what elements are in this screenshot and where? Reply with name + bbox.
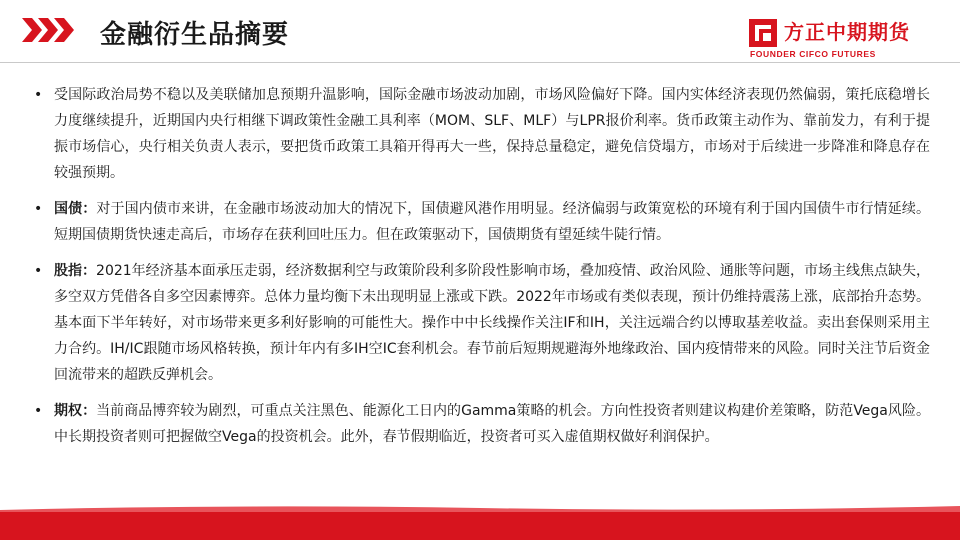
summary-list	[30, 82, 930, 460]
founder-logo-icon	[748, 18, 778, 48]
bullet-icon: •	[34, 87, 43, 103]
logo-english-name: FOUNDER CIFCO FUTURES	[750, 49, 876, 59]
bullet-icon: •	[34, 201, 43, 217]
list-item-macro	[30, 82, 930, 186]
list-item-stock-index	[30, 258, 930, 388]
chevron-decoration-icon	[22, 18, 82, 42]
item-text: 2021年经济基本面承压走弱，经济数据利空与政策阶段利多阶段性影响市场，叠加疫情、政治风险、通胀等问题，市场主线焦点缺失，多空双方凭借各自多空因素博弈。总体力量均衡下未出现明显上涨或下跌。2022年市场或有类似表现，预计仍维持震荡上涨，底部抬升态势。基本面下半年转好，对市场带来更多利好影响的可能性大。操作中中长线操作关注IF和IH，关注远端合约以博取基差收益。卖出套保则采用主力合约。IH/IC跟随市场风格转换，预计年内有多IH空IC套利机会。春节前后短期规避海外地缘政治、国内疫情带来的风险。同时关注节后资金回流带来的超跌反弹机会。	[54, 263, 930, 383]
bullet-icon: •	[34, 263, 43, 279]
bullet-icon: •	[34, 403, 43, 419]
item-term: 期权：	[54, 403, 97, 419]
list-item-options	[30, 398, 930, 450]
item-text: 受国际政治局势不稳以及美联储加息预期升温影响，国际金融市场波动加剧，市场风险偏好下降。国内实体经济表现仍然偏弱，策托底稳增长力度继续提升，近期国内央行相继下调政策性金融工具利率（MOM、SLF、MLF）与LPR报价利率。货币政策主动作为、靠前发力，有利于提振市场信心，央行相关负责人表示，要把货币政策工具箱开得再大一些，保持总量稳定，避免信贷塌方，市场对于后续进一步降准和降息存在较强预期。	[54, 87, 930, 181]
item-text: 对于国内债市来讲，在金融市场波动加大的情况下，国债避风港作用明显。经济偏弱与政策宽松的环境有利于国内国债牛市行情延续。短期国债期货快速走高后，市场存在获利回吐压力。但在政策驱动下，国债期货有望延续牛陡行情。	[54, 201, 931, 243]
item-term: 股指：	[54, 263, 97, 279]
header-divider	[0, 62, 960, 63]
item-term: 国债：	[54, 201, 97, 217]
logo-chinese-name: 方正中期期货	[784, 20, 910, 44]
item-text: 当前商品博弈较为剧烈，可重点关注黑色、能源化工日内的Gamma策略的机会。方向性投资者则建议构建价差策略，防范Vega风险。中长期投资者则可把握做空Vega的投资机会。此外，春节假期临近，投资者可买入虚值期权做好利润保护。	[54, 403, 931, 445]
company-logo	[748, 16, 938, 62]
list-item-bonds	[30, 196, 930, 248]
footer-bar	[0, 512, 960, 540]
page-title: 金融衍生品摘要	[100, 20, 290, 50]
slide-header	[0, 0, 960, 66]
